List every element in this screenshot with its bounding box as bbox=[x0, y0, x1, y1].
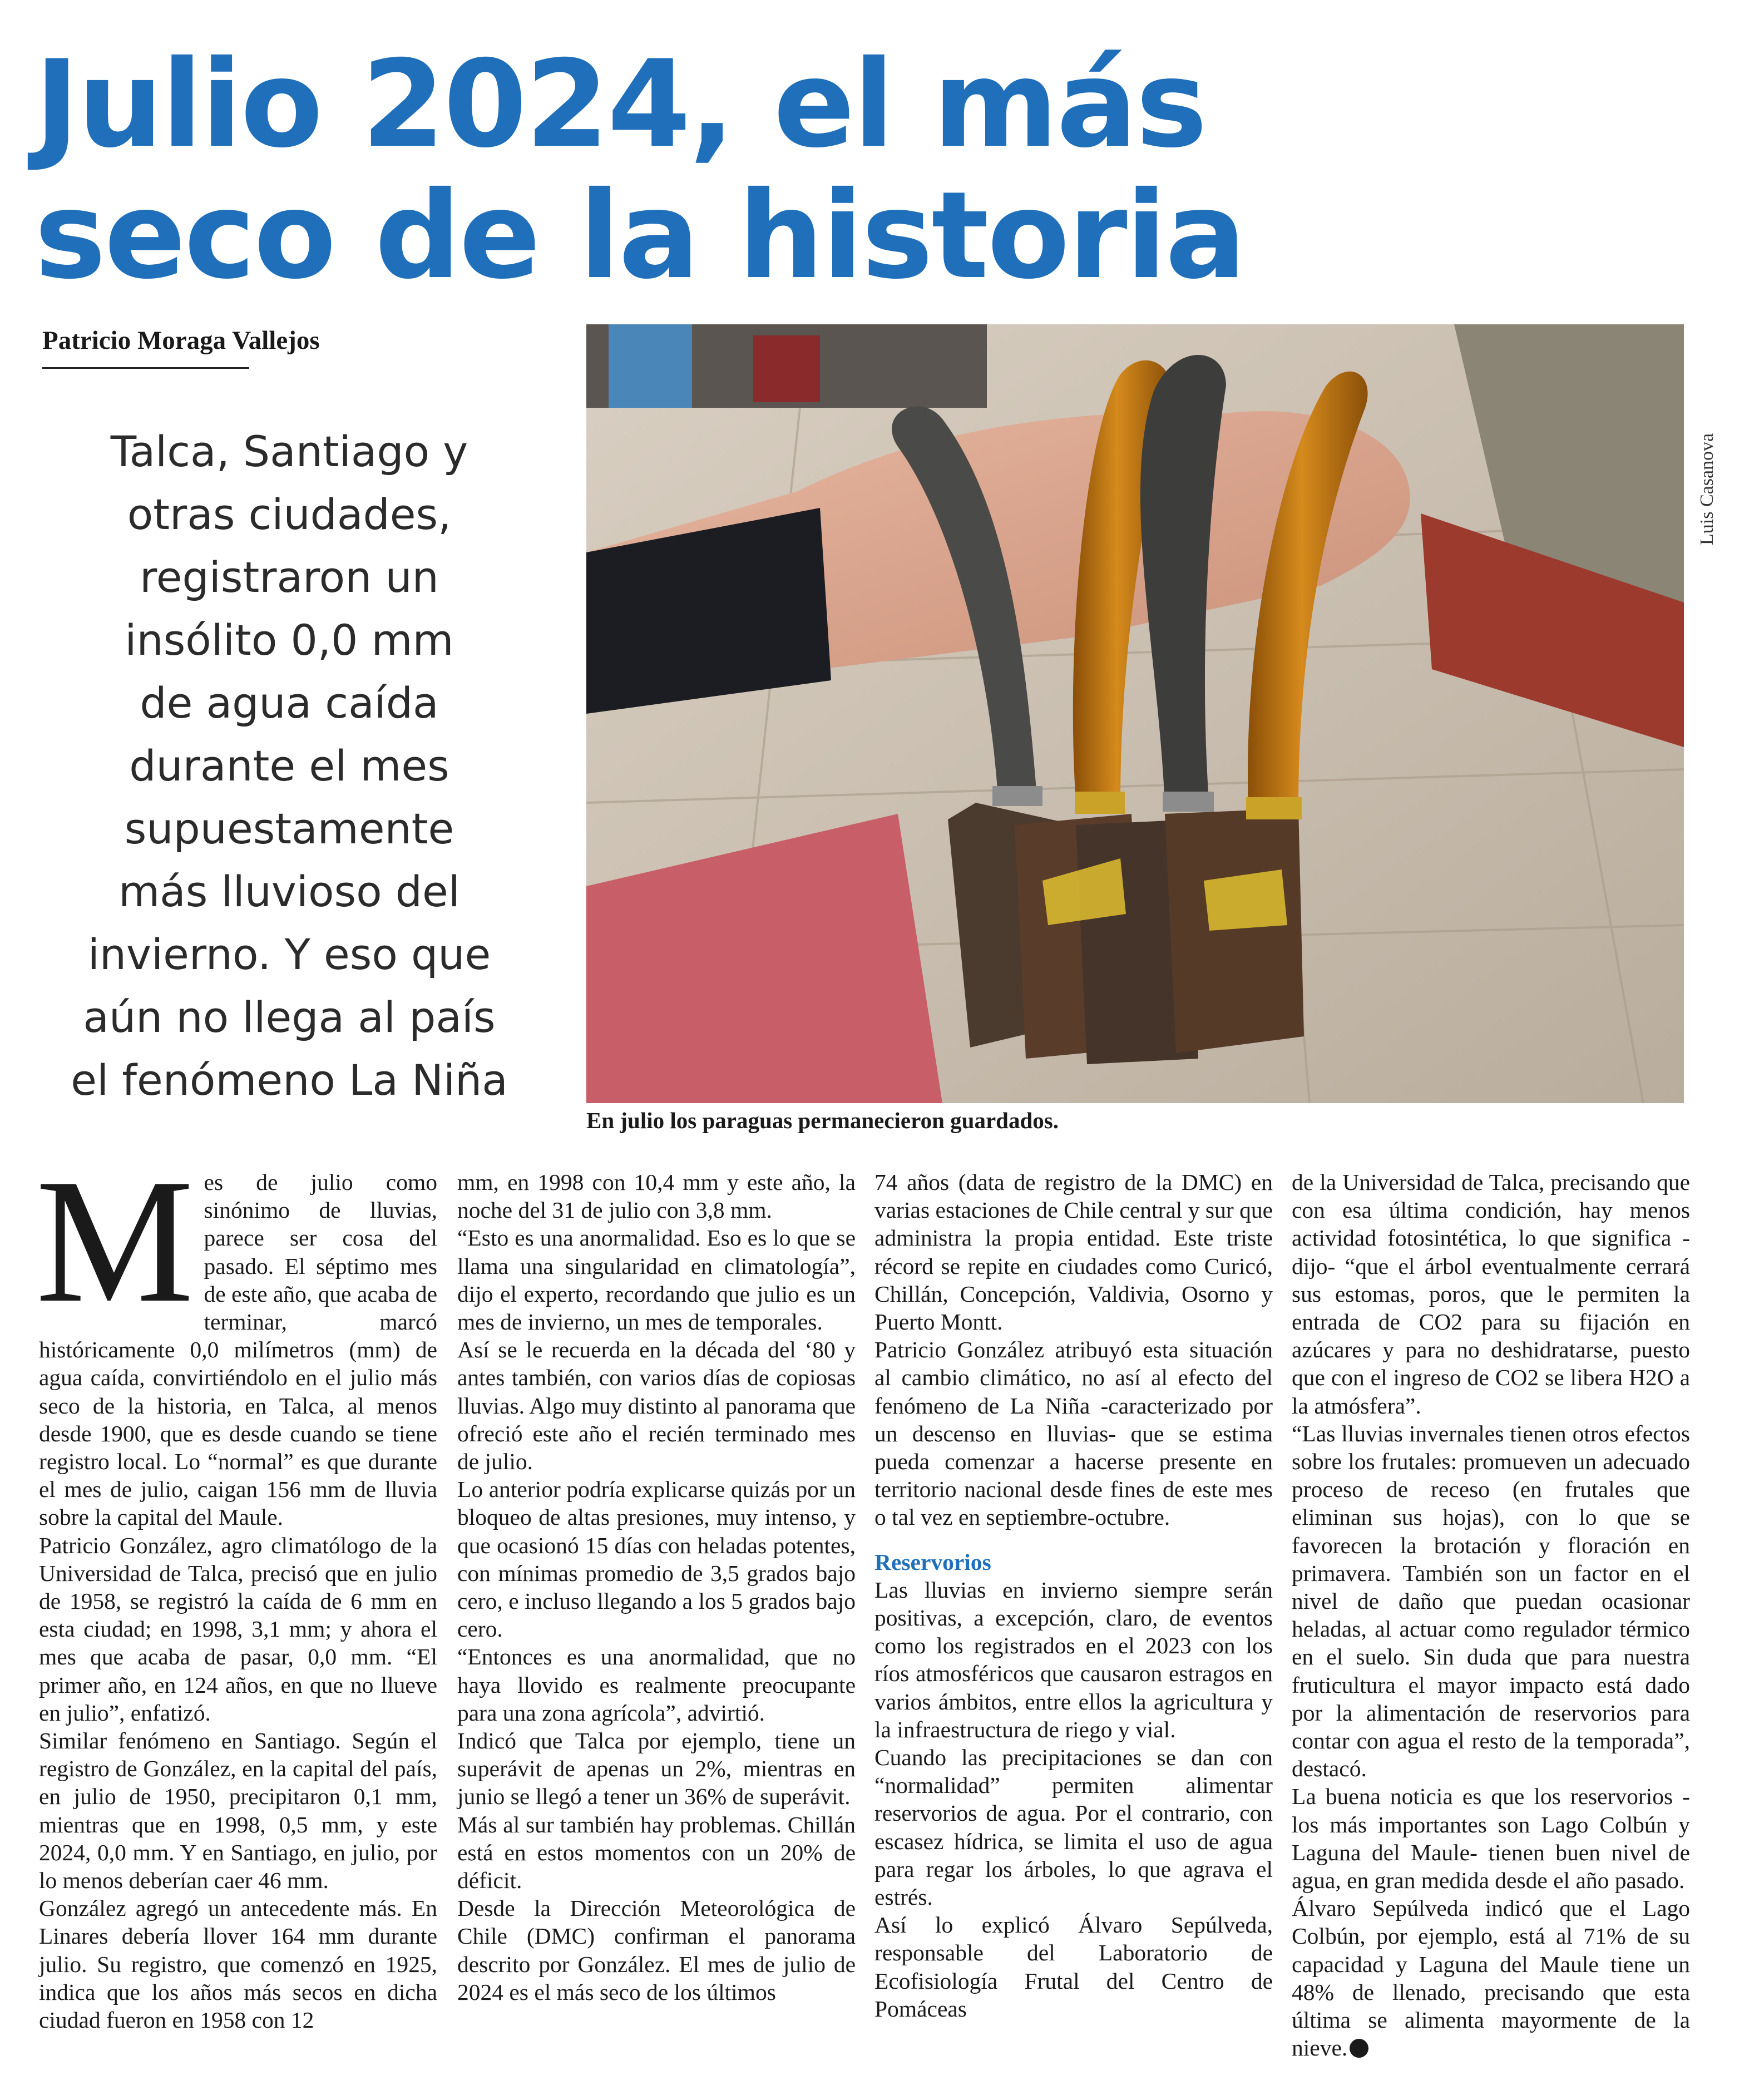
lede-line: supuestamente bbox=[124, 804, 454, 853]
paragraph: Cuando las precipitaciones se dan con “normalidad” permiten alimentar reservorios de agua. Por el contrario, con escasez hídrica, se limita el uso de agua para regar los árboles, lo que agrava el estrés. bbox=[874, 1745, 1273, 1910]
article-column-1 bbox=[36, 1143, 437, 2081]
lede-line: más lluvioso del bbox=[118, 867, 460, 916]
paragraph: La buena noticia es que los reservorios -los más importantes son Lago Colbún y Laguna del Maule- tienen buen nivel de agua, en gran medida desde el año pasado. bbox=[1292, 1783, 1690, 1894]
paragraph: Más al sur también hay problemas. Chillán está en estos momentos con un 20% de déficit. bbox=[457, 1811, 856, 1894]
lede-line: insólito 0,0 mm bbox=[125, 615, 454, 665]
article-column-4 bbox=[1292, 1168, 1690, 2081]
article-column-3 bbox=[874, 1168, 1273, 2081]
article-column-2 bbox=[457, 1168, 856, 2081]
byline-rule bbox=[42, 367, 249, 369]
paragraph: es de julio como sinónimo de lluvias, parece ser cosa del pasado. El séptimo mes de este año, que acaba de terminar, marcó históricamente 0,0 milímetros (mm) de agua caída, convirtiéndolo en el julio más seco de la historia, en Talca, al menos desde 1900, que es desde cuando se tiene registro local. Lo “normal” es que durante el mes de julio, caigan 156 mm de lluvia sobre la capital del Maule. bbox=[39, 1169, 437, 1530]
lede-line: registraron un bbox=[140, 552, 439, 602]
paragraph: “Las lluvias invernales tienen otros efectos sobre los frutales: promueven un adecuado proceso de receso (en frutales que eliminan sus hojas), con lo que se favorecen la brotación y floración en primavera. También son un factor en el nivel de daño que puedan ocasionar heladas, al actuar como regulador térmico en el suelo. Sin duda que para nuestra fruticultura el mayor impacto está dado por la alimentación de reservorios para contar con agua el resto de la temporada”, destacó. bbox=[1292, 1420, 1690, 1782]
paragraph: mm, en 1998 con 10,4 mm y este año, la noche del 31 de julio con 3,8 mm. bbox=[457, 1169, 856, 1223]
section-subhead: Reservorios bbox=[874, 1549, 991, 1575]
headline-line-2: seco de la historia bbox=[34, 166, 1245, 305]
drop-cap: M bbox=[36, 1143, 194, 1340]
paragraph: González agregó un antecedente más. En Linares debería llover 164 mm durante julio. Su registro, que comenzó en 1925, indica que los años más secos en dicha ciudad fueron en 1958 con 12 bbox=[39, 1895, 437, 2033]
paragraph bbox=[1292, 1894, 1690, 2062]
paragraph: “Esto es una anormalidad. Eso es lo que se llama una singularidad en climatología”, dijo el experto, recordando que julio es un mes de invierno, un mes de temporales. bbox=[457, 1225, 856, 1335]
headline bbox=[34, 34, 1245, 305]
paragraph-text: Álvaro Sepúlveda indicó que el Lago Colbún, por ejemplo, está al 71% de su capacidad y Laguna del Maule tiene un 48% de llenado, precisando que esta última se alimenta mayormente de la nieve. bbox=[1292, 1895, 1690, 2061]
paragraph: Desde la Dirección Meteorológica de Chile (DMC) confirman el panorama descrito por González. El mes de julio de 2024 es el más seco de los últimos bbox=[457, 1895, 856, 2005]
paragraph: Patricio González atribuyó esta situación al cambio climático, no así al efecto del fenómeno de La Niña -caracterizado por un descenso en lluvias- que se estima pueda comenzar a hacerse presente en territorio nacional desde fines de este mes o tal vez en septiembre-octubre. bbox=[874, 1337, 1273, 1530]
lede-line: Talca, Santiago y bbox=[110, 427, 468, 476]
lede bbox=[22, 420, 556, 1111]
paragraph: Las lluvias en invierno siempre serán positivas, a excepción, claro, de eventos como los registrados en el 2023 con los ríos atmosféricos que causaron estragos en varios ámbitos, entre ellos la agricultura y la infraestructura de riego y vial. bbox=[874, 1577, 1273, 1742]
photo-credit: Luis Casanova bbox=[1697, 433, 1717, 545]
paragraph: Así lo explicó Álvaro Sepúlveda, responsable del Laboratorio de Ecofisiología Frutal del Centro de Pomáceas bbox=[874, 1912, 1273, 2022]
lede-line: durante el mes bbox=[129, 741, 449, 790]
umbrellas-photo bbox=[586, 324, 1684, 1103]
paragraph: Lo anterior podría explicarse quizás por un bloqueo de altas presiones, muy intenso, y que ocasionó 15 días con heladas potentes, con mínimas promedio de 3,5 grados bajo cero, e incluso llegando a los 5 grados bajo cero. bbox=[457, 1476, 856, 1642]
lede-line: el fenómeno La Niña bbox=[71, 1055, 508, 1105]
byline: Patricio Moraga Vallejos bbox=[42, 326, 320, 355]
paragraph: de la Universidad de Talca, precisando que con esa última condición, hay menos actividad fotosintética, lo que significa -dijo- “que el árbol eventualmente cerrará sus estomas, poros, que le permiten la entrada de CO2 para su fijación en azúcares y para no deshidratarse, puesto que con el ingreso de CO2 se libera H2O a la atmósfera”. bbox=[1292, 1169, 1690, 1419]
lede-line: otras ciudades, bbox=[127, 490, 452, 539]
paragraph: Similar fenómeno en Santiago. Según el registro de González, en la capital del país, en julio de 1950, precipitaron 0,1 mm, mientras que en 1998, 0,5 mm, y este 2024, 0,0 mm. Y en Santiago, en julio, por lo menos deberían caer 46 mm. bbox=[39, 1728, 437, 1894]
lede-line: aún no llega al país bbox=[83, 992, 496, 1042]
lede-line: invierno. Y eso que bbox=[87, 930, 491, 979]
photo-caption: En julio los paraguas permanecieron guardados. bbox=[586, 1108, 1059, 1133]
paragraph: 74 años (data de registro de la DMC) en varias estaciones de Chile central y sur que administra la propia entidad. Este triste récord se repite en ciudades como Curicó, Chillán, Concepción, Valdivia, Osorno y Puerto Montt. bbox=[874, 1169, 1273, 1335]
paragraph: Así se le recuerda en la década del ‘80 y antes también, con varios días de copiosas lluvias. Algo muy distinto al panorama que ofreció este año el recién terminado mes de julio. bbox=[457, 1337, 856, 1475]
lede-line: de agua caída bbox=[140, 678, 439, 728]
paragraph: Indicó que Talca por ejemplo, tiene un superávit de apenas un 2%, mientras en junio se llegó a tener un 36% de superávit. bbox=[457, 1728, 856, 1810]
paragraph: Patricio González, agro climatólogo de la Universidad de Talca, precisó que en julio de 1958, se registró la caída de 6 mm en esta ciudad; en 1998, 3,1 mm; y ahora el mes que acaba de pasar, 0,0 mm. “El primer año, en 124 años, en que no llueve en julio”, enfatizó. bbox=[39, 1532, 437, 1726]
end-mark-icon bbox=[1350, 2039, 1368, 2058]
headline-line-1: Julio 2024, el más bbox=[34, 34, 1206, 174]
paragraph: “Entonces es una anormalidad, que no haya llovido es realmente preocupante para una zona agrícola”, advirtió. bbox=[457, 1644, 856, 1726]
